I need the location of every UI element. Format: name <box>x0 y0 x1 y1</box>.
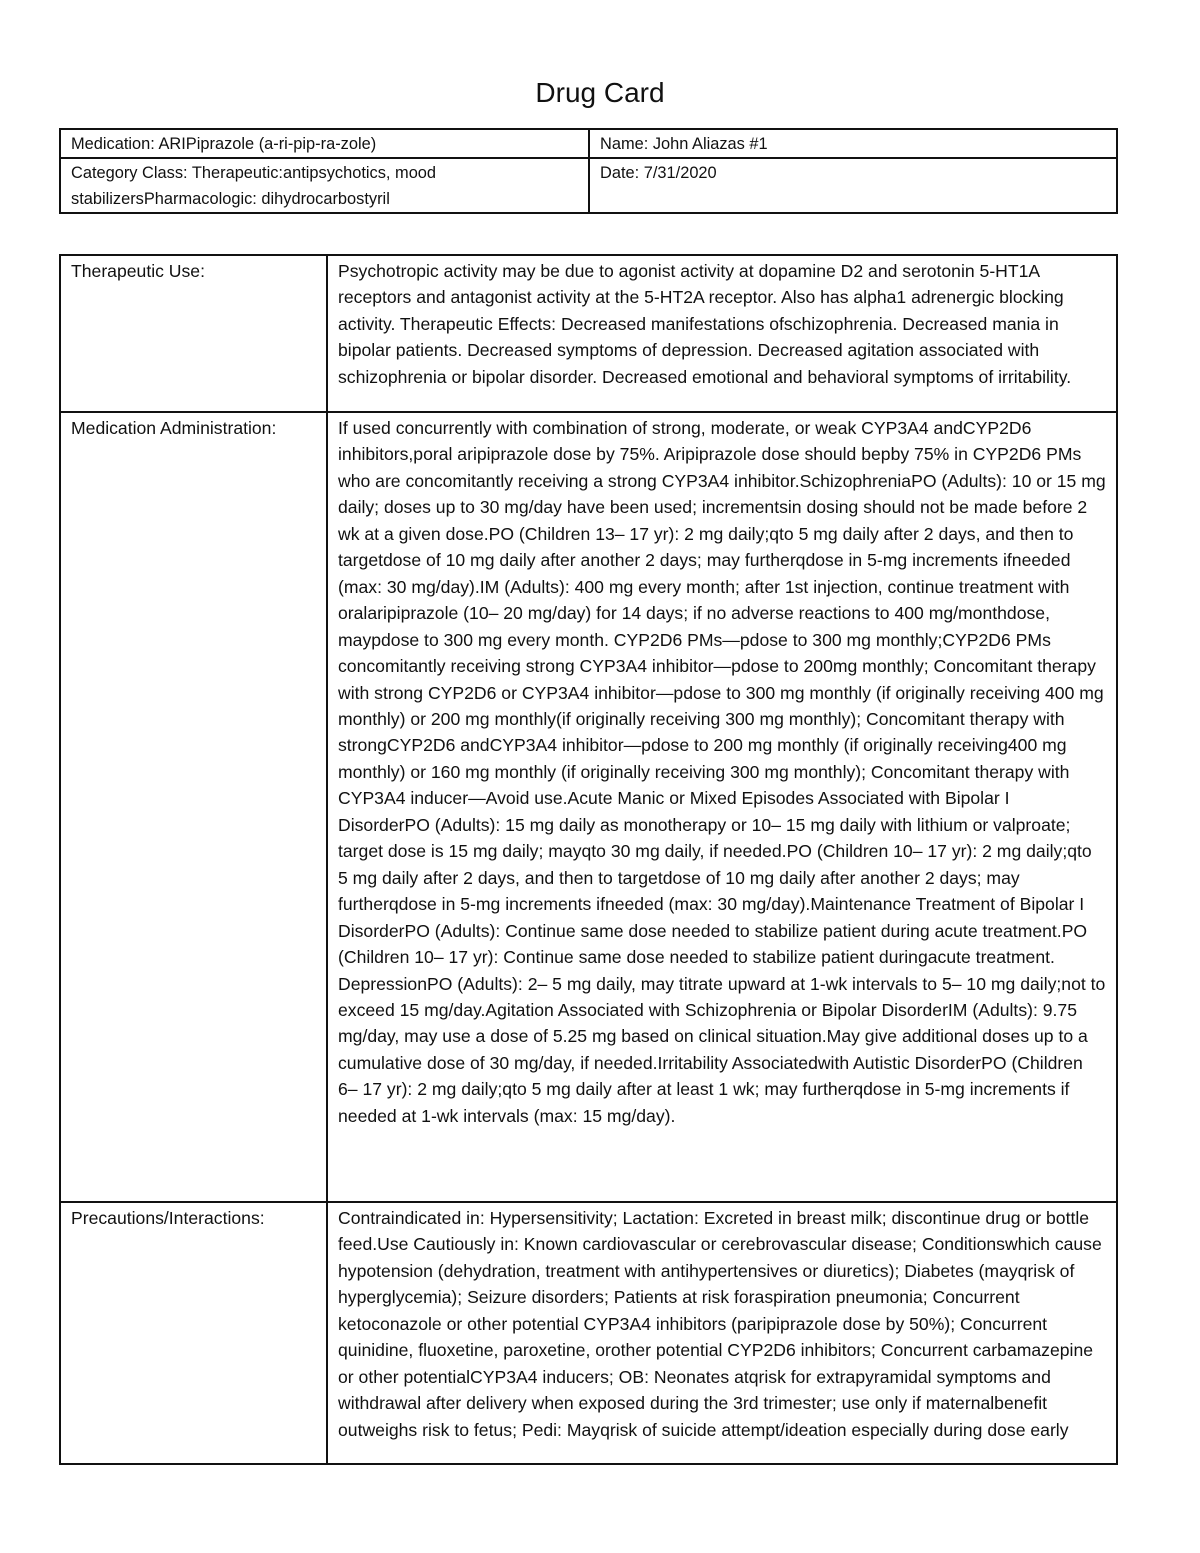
medication-administration-label: Medication Administration: <box>60 412 327 1202</box>
name-value: John Aliazas #1 <box>652 135 768 153</box>
precautions-interactions-label: Precautions/Interactions: <box>60 1202 327 1464</box>
name-label: Name: <box>600 135 649 153</box>
drug-info-header-table <box>59 128 1118 214</box>
category-class-cell <box>60 158 589 213</box>
category-label: Category Class: <box>71 164 188 182</box>
therapeutic-use-row <box>60 255 1117 412</box>
date-cell <box>589 158 1117 213</box>
precautions-interactions-text: Contraindicated in: Hypersensitivity; Lactation: Excreted in breast milk; discontinue drug or bottle feed.Use Cautiously in: Known cardiovascular or cerebrovascular disease; Conditionswhich cause hypotension (dehydration, treatment with antihypertensives or diuretics); Diabetes (mayqrisk of hyperglycemia); Seizure disorders; Patients at risk foraspiration pneumonia; Concurrent ketoconazole or other potential CYP3A4 inhibitors (paripiprazole dose by 50%); Concurrent quinidine, fluoxetine, paroxetine, orother potential CYP2D6 inhibitors; Concurrent carbamazepine or other potentialCYP3A4 inducers; OB: Neonates atqrisk for extrapyramidal symptoms and withdrawal after delivery when exposed during the 3rd trimester; use only if maternalbenefit outweighs risk to fetus; Pedi: Mayqrisk of suicide attempt/ideation especially during dose early <box>327 1202 1117 1464</box>
date-label: Date: <box>600 164 640 182</box>
category-value: Therapeutic:antipsychotics, mood stabilizersPharmacologic: dihydrocarbostyril <box>71 164 437 208</box>
page-title: Drug Card <box>535 77 665 108</box>
medication-cell <box>60 129 589 158</box>
date-value: 7/31/2020 <box>643 164 717 182</box>
medication-value: ARIPiprazole (a-ri-pip-ra-zole) <box>158 135 377 153</box>
therapeutic-use-text: Psychotropic activity may be due to agonist activity at dopamine D2 and serotonin 5-HT1A receptors and antagonist activity at the 5-HT2A receptor. Also has alpha1 adrenergic blocking activity. Therapeutic Effects: Decreased manifestations ofschizophrenia. Decreased mania in bipolar patients. Decreased symptoms of depression. Decreased agitation associated with schizophrenia or bipolar disorder. Decreased emotional and behavioral symptoms of irritability. <box>327 255 1117 412</box>
precautions-interactions-row <box>60 1202 1117 1464</box>
student-name-cell <box>589 129 1117 158</box>
header-row-2 <box>60 158 1117 213</box>
header-row-1 <box>60 129 1117 158</box>
medication-administration-text: If used concurrently with combination of strong, moderate, or weak CYP3A4 andCYP2D6 inhibitors,poral aripiprazole dose by 75%. Aripiprazole dose should bepby 75% in CYP2D6 PMs who are concomitantly receiving a strong CYP3A4 inhibitor.SchizophreniaPO (Adults): 10 or 15 mg daily; doses up to 30 mg/day have been used; incrementsin dosing should not be made before 2 wk at a given dose.PO (Children 13– 17 yr): 2 mg daily;qto 5 mg daily after 2 days, and then to targetdose of 10 mg daily after another 2 days; may furtherqdose in 5-mg increments ifneeded (max: 30 mg/day).IM (Adults): 400 mg every month; after 1st injection, continue treatment with oralaripiprazole (10– 20 mg/day) for 14 days; if no adverse reactions to 400 mg/monthdose, maypdose to 300 mg every month. CYP2D6 PMs—pdose to 300 mg monthly;CYP2D6 PMs concomitantly receiving strong CYP3A4 inhibitor—pdose to 200mg monthly; Concomitant therapy with strong CYP2D6 or CYP3A4 inhibitor—pdose to 300 mg monthly (if originally receiving 400 mg monthly) or 200 mg monthly(if originally receiving 300 mg monthly); Concomitant therapy with strongCYP2D6 andCYP3A4 inhibitor—pdose to 200 mg monthly (if originally receiving400 mg monthly) or 160 mg monthly (if originally receiving 300 mg monthly); Concomitant therapy with CYP3A4 inducer—Avoid use.Acute Manic or Mixed Episodes Associated with Bipolar I DisorderPO (Adults): 15 mg daily as monotherapy or 10– 15 mg daily with lithium or valproate; target dose is 15 mg daily; mayqto 30 mg daily, if needed.PO (Children 10– 17 yr): 2 mg daily;qto 5 mg daily after 2 days, and then to targetdose of 10 mg daily after another 2 days; may furtherqdose in 5-mg increments ifneeded (max: 30 mg/day).Maintenance Treatment of Bipolar I DisorderPO (Adults): Continue same dose needed to stabilize patient during acute treatment.PO (Children 10– 17 yr): Continue same dose needed to stabilize patient duringacute treatment. DepressionPO (Adults): 2– 5 mg daily, may titrate upward at 1-wk intervals to 5– 10 mg daily;not to exceed 15 mg/day.Agitation Associated with Schizophrenia or Bipolar DisorderIM (Adults): 9.75 mg/day, may use a dose of 5.25 mg based on clinical situation.May give additional doses up to a cumulative dose of 30 mg/day, if needed.Irritability Associatedwith Autistic DisorderPO (Children 6– 17 yr): 2 mg daily;qto 5 mg daily after at least 1 wk; may furtherqdose in 5-mg increments if needed at 1-wk intervals (max: 15 mg/day). <box>327 412 1117 1202</box>
drug-details-table <box>59 254 1118 1465</box>
medication-label: Medication: <box>71 135 155 153</box>
medication-administration-row <box>60 412 1117 1202</box>
therapeutic-use-label: Therapeutic Use: <box>60 255 327 412</box>
